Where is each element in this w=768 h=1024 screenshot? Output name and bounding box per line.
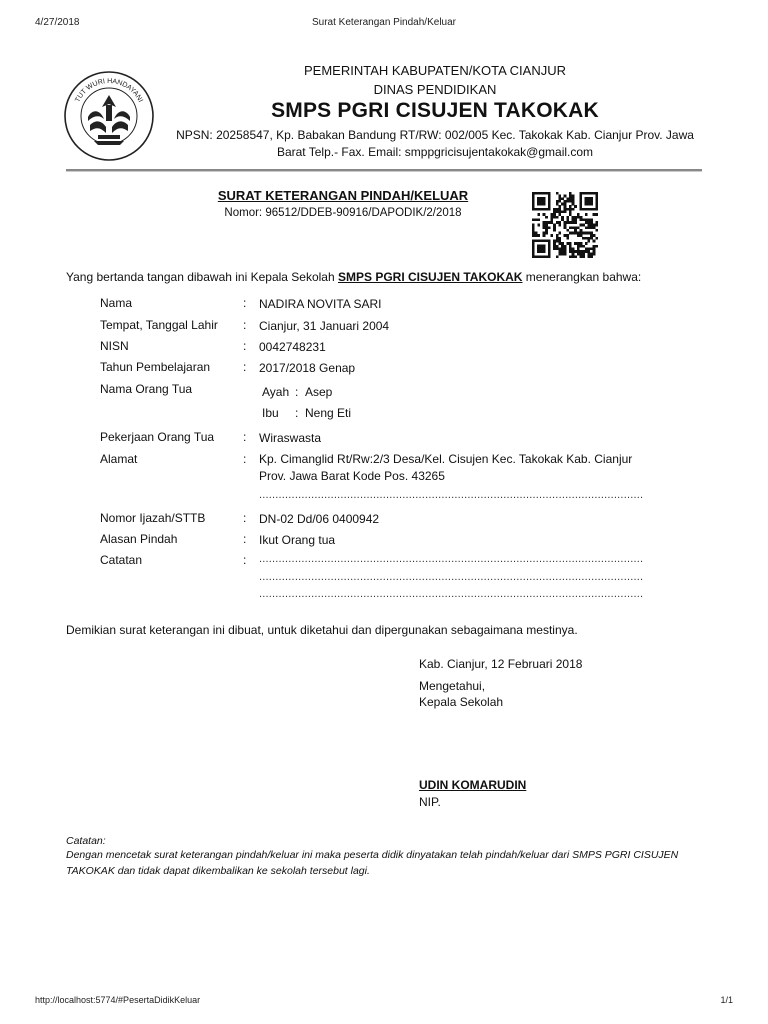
print-page-title: Surat Keterangan Pindah/Keluar <box>312 17 456 28</box>
logo-motto: TUT WURI HANDAYANI <box>74 77 144 104</box>
print-page-number: 1/1 <box>720 995 733 1005</box>
colon: : <box>243 532 247 546</box>
intro-suffix: menerangkan bahwa: <box>522 270 642 284</box>
qr-code <box>532 192 598 258</box>
intro-school-name: SMPS PGRI CISUJEN TAKOKAK <box>338 270 523 284</box>
notes-heading: Catatan: <box>66 835 106 847</box>
value-nisn: 0042748231 <box>259 340 326 354</box>
label-ortu: Nama Orang Tua <box>100 382 193 396</box>
address-line-1: NPSN: 20258547, Kp. Babakan Bandung RT/RW: 002/005 Kec. Takokak Kab. Cianjur Prov. Jawa <box>176 128 694 142</box>
notes-text: Dengan mencetak surat keterangan pindah/keluar ini maka peserta didik dinyatakan telah pindah/keluar dari SMPS PGRI CISUJEN TAKOKAK dan tidak dapat dikembalikan ke sekolah tersebut lagi. <box>66 849 679 877</box>
colon: : <box>243 511 247 525</box>
colon: : <box>243 452 247 466</box>
tut-wuri-handayani-logo <box>62 69 156 163</box>
school-name: SMPS PGRI CISUJEN TAKOKAK <box>271 99 599 122</box>
label-alamat: Alamat <box>100 452 138 466</box>
place-date: Kab. Cianjur, 12 Februari 2018 <box>419 657 583 671</box>
signer-nip: NIP. <box>419 795 441 809</box>
school-address <box>165 127 705 161</box>
colon: : <box>243 339 247 353</box>
print-url: http://localhost:5774/#PesertaDidikKeluar <box>35 995 201 1005</box>
label-tahun: Tahun Pembelajaran <box>100 360 211 374</box>
colon: : <box>295 406 299 420</box>
value-nama: NADIRA NOVITA SARI <box>259 297 382 311</box>
acknowledged-label: Mengetahui, <box>419 679 486 693</box>
department-name: DINAS PENDIDIKAN <box>373 82 497 97</box>
document-title: SURAT KETERANGAN PINDAH/KELUAR <box>217 188 469 203</box>
value-ttl: Cianjur, 31 Januari 2004 <box>259 319 390 333</box>
colon: : <box>243 360 247 374</box>
label-nama: Nama <box>100 296 133 310</box>
ibu-label: Ibu <box>262 406 279 420</box>
signer-name: UDIN KOMARUDIN <box>419 778 527 792</box>
value-alamat-line2: Prov. Jawa Barat Kode Pos. 43265 <box>259 469 445 483</box>
colon: : <box>243 430 247 444</box>
intro-prefix: Yang bertanda tangan dibawah ini Kepala Sekolah <box>66 270 338 284</box>
colon: : <box>243 553 247 567</box>
label-ttl: Tempat, Tanggal Lahir <box>100 318 218 332</box>
government-name: PEMERINTAH KABUPATEN/KOTA CIANJUR <box>304 63 566 78</box>
label-catatan: Catatan <box>100 553 143 567</box>
colon: : <box>295 385 299 399</box>
label-pekerjaan: Pekerjaan Orang Tua <box>100 430 215 444</box>
ayah-label: Ayah <box>262 385 290 399</box>
letterhead-divider <box>66 169 702 172</box>
value-ijazah: DN-02 Dd/06 0400942 <box>259 512 380 526</box>
signer-position: Kepala Sekolah <box>419 695 504 709</box>
document-number: Nomor: 96512/DDEB-90916/DAPODIK/2/2018 <box>224 207 462 219</box>
catatan-dotted-line-1: ...................................................................................................................... <box>259 553 644 565</box>
label-nisn: NISN <box>100 339 129 353</box>
catatan-dotted-line-2: ...................................................................................................................... <box>259 571 644 583</box>
catatan-dotted-line-3: ...................................................................................................................... <box>259 588 644 600</box>
value-pekerjaan: Wiraswasta <box>259 431 322 445</box>
label-ijazah: Nomor Ijazah/STTB <box>100 511 206 525</box>
value-alasan: Ikut Orang tua <box>259 533 336 547</box>
value-tahun: 2017/2018 Genap <box>259 361 356 375</box>
closing-statement: Demikian surat keterangan ini dibuat, untuk diketahui dan dipergunakan sebagaimana mestinya. <box>66 623 578 637</box>
label-alasan: Alasan Pindah <box>100 532 178 546</box>
print-date: 4/27/2018 <box>35 17 80 28</box>
ayah-value: Asep <box>305 385 333 399</box>
intro-statement <box>66 270 641 284</box>
ibu-value: Neng Eti <box>305 406 352 420</box>
value-alamat-line1: Kp. Cimanglid Rt/Rw:2/3 Desa/Kel. Cisujen Kec. Takokak Kab. Cianjur <box>259 452 633 466</box>
colon: : <box>243 318 247 332</box>
colon: : <box>243 296 247 310</box>
alamat-dotted-line: ...................................................................................................................... <box>259 489 644 501</box>
address-line-2: Barat Telp.- Fax. Email: smppgricisujentakokak@gmail.com <box>276 145 594 159</box>
